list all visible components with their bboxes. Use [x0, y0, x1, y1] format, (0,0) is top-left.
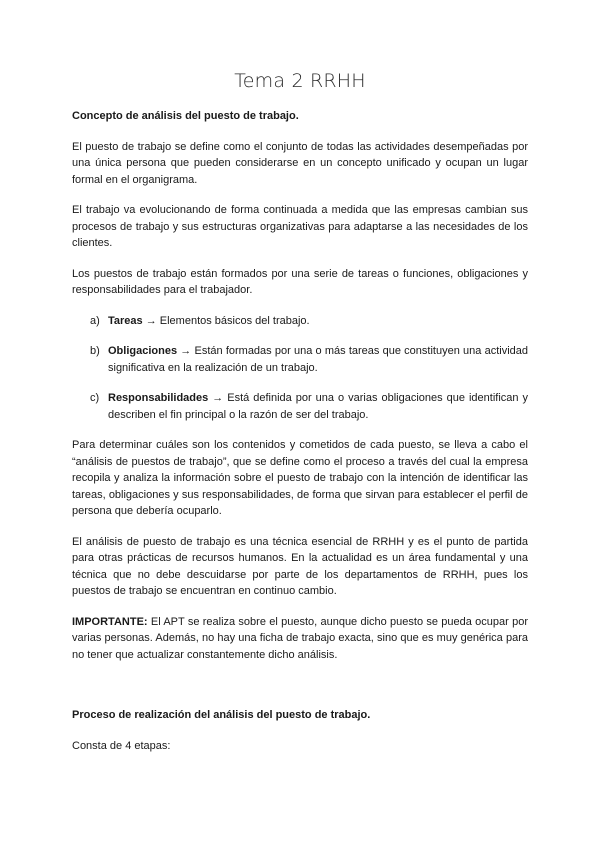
components-list [72, 313, 528, 424]
list-marker: a) [90, 314, 100, 327]
important-text: El APT se realiza sobre el puesto, aunque dicho puesto se pueda ocupar por varias personas. Además, no hay una ficha de trabajo exacta, sino que es muy genérica para no tener que actualizar constantemente dicho análisis. [72, 615, 528, 661]
list-marker: b) [90, 345, 100, 357]
paragraph-definicion: El puesto de trabajo se define como el conjunto de todas las actividades desempeñadas por una única persona que pueden considerarse en un concepto unificado y ocupan un lugar formal en el organigrama. [72, 140, 528, 186]
paragraph-composicion: Los puestos de trabajo están formados por una serie de tareas o funciones, obligaciones y responsabilidades para el trabajador. [72, 267, 528, 296]
list-item-responsabilidades [72, 390, 528, 423]
list-term: Obligaciones [108, 345, 178, 357]
important-label: IMPORTANTE: [72, 615, 148, 628]
section-heading-proceso: Proceso de realización del análisis del puesto de trabajo. [72, 709, 371, 721]
list-item-obligaciones [72, 343, 528, 376]
list-item-tareas [72, 313, 528, 330]
paragraph-analisis-definicion: Para determinar cuáles son los contenidos y cometidos de cada puesto, se lleva a cabo el “análisis de puestos de trabajo”, que se define como el proceso a través del cual la empresa recopila y analiza la información sobre el puesto de trabajo con la intención de identificar las tareas, obligaciones y sus responsabilidades, de forma que sirvan para establecer el perfil de persona que debería ocuparlo. [72, 439, 528, 517]
list-text: → Está definida por una o varias obligaciones que identifican y describen el fin principal o la razón de ser del trabajo. [108, 392, 528, 421]
document-title: Tema 2 RRHH [234, 70, 366, 92]
section-heading-concepto: Concepto de análisis del puesto de trabajo. [72, 110, 299, 122]
section-spacer [72, 677, 528, 707]
document-body [72, 108, 528, 768]
list-marker: c) [90, 392, 100, 404]
paragraph-importante [72, 614, 528, 664]
list-term: Tareas [108, 314, 143, 327]
paragraph-evolucion: El trabajo va evolucionando de forma continuada a medida que las empresas cambian sus procesos de trabajo y sus estructuras organizativas para adaptarse a las necesidades de los clientes. [72, 204, 528, 249]
paragraph-tecnica-esencial: El análisis de puesto de trabajo es una técnica esencial de RRHH y es el punto de partida para otras prácticas de recursos humanos. En la actualidad es un área fundamental y una técnica que no debe descuidarse por parte de los departamentos de RRHH, pues los puestos de trabajo se encuentran en continuo cambio. [72, 535, 528, 597]
paragraph-etapas: Consta de 4 etapas: [72, 739, 171, 752]
list-term: Responsabilidades [108, 392, 209, 404]
list-text: → Están formadas por una o más tareas que constituyen una actividad significativa en la realización de un trabajo. [108, 345, 528, 374]
list-text: → Elementos básicos del trabajo. [142, 314, 310, 327]
